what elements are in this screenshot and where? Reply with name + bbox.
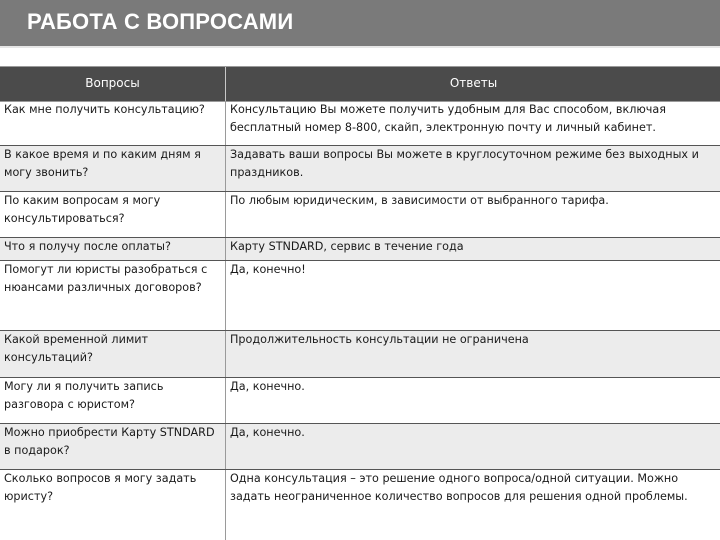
title-bar (0, 0, 720, 48)
column-divider (225, 378, 226, 423)
question-cell: По каким вопросам я могу консультироваться? (4, 194, 161, 225)
column-divider (225, 261, 226, 330)
page-title: РАБОТА С ВОПРОСАМИ (27, 9, 294, 34)
question-cell: Можно приобрести Карту STNDARD в подарок? (4, 426, 215, 457)
question-cell: Могу ли я получить запись разговора с юристом? (4, 380, 164, 411)
column-divider (225, 192, 226, 237)
table-row (0, 101, 720, 146)
answer-cell: Продолжительность консультации не ограничена (230, 333, 529, 346)
header-divider (225, 67, 226, 101)
table-row (0, 192, 720, 238)
column-header-answers: Ответы (449, 76, 498, 90)
question-cell: Какой временной лимит консультаций? (4, 333, 149, 364)
table-row (0, 470, 720, 540)
table-row (0, 378, 720, 424)
answer-cell: Задавать ваши вопросы Вы можете в круглосуточном режиме без выходных и праздников. (230, 148, 699, 179)
answer-cell: Консультацию Вы можете получить удобным для Вас способом, включая бесплатный номер 8-800, скайп, электронную почту и личный кабинет. (230, 103, 666, 134)
question-cell: Сколько вопросов я могу задать юристу? (4, 472, 197, 503)
column-divider (225, 101, 226, 145)
question-cell: В какое время и по каким дням я могу звонить? (4, 148, 201, 179)
table-row (0, 331, 720, 378)
question-cell: Что я получу после оплаты? (4, 240, 171, 253)
column-header-questions: Вопросы (85, 76, 140, 90)
table-header (0, 66, 720, 102)
column-divider (225, 470, 226, 540)
answer-cell: Да, конечно! (230, 263, 306, 276)
column-divider (225, 424, 226, 469)
answer-cell: Да, конечно. (230, 426, 305, 439)
column-divider (225, 331, 226, 377)
column-divider (225, 146, 226, 191)
table-row (0, 261, 720, 331)
question-cell: Как мне получить консультацию? (4, 103, 205, 116)
question-cell: Помогут ли юристы разобраться с нюансами различных договоров? (4, 263, 208, 294)
table-row (0, 238, 720, 261)
answer-cell: По любым юридическим, в зависимости от выбранного тарифа. (230, 194, 609, 207)
answer-cell: Одна консультация – это решение одного вопроса/одной ситуации. Можно задать неограниченное количество вопросов для решения одной проблемы. (230, 472, 688, 503)
table-row (0, 424, 720, 470)
answer-cell: Да, конечно. (230, 380, 305, 393)
answer-cell: Карту STNDARD, сервис в течение года (230, 240, 464, 253)
column-divider (225, 238, 226, 260)
table-row (0, 146, 720, 192)
